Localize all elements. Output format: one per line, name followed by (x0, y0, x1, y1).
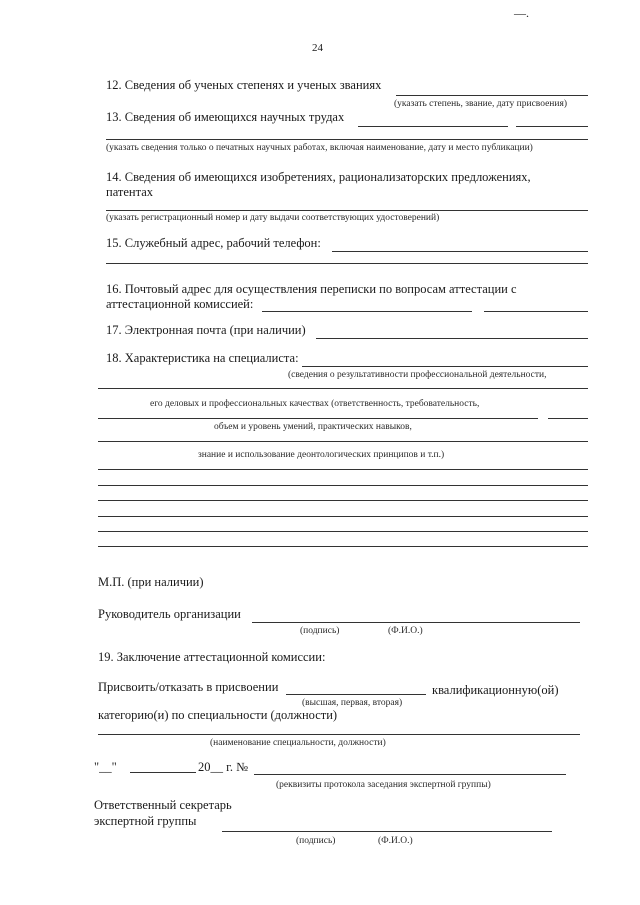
item-15-field-a[interactable] (332, 251, 588, 252)
item-14-label-line1: 14. Сведения об имеющихся изобретениях, рационализаторских предложениях, (106, 170, 531, 184)
assign-suffix: квалификационную(ой) (432, 683, 559, 697)
protocol-hint: (реквизиты протокола заседания экспертной группы) (276, 780, 491, 790)
item-15-field-b[interactable] (106, 263, 588, 264)
assign-prefix: Присвоить/отказать в присвоении (98, 680, 279, 694)
secretary-signature-field[interactable] (222, 831, 552, 832)
conclusion-title: 19. Заключение аттестационной комиссии: (98, 650, 326, 664)
item-18-hint-2: его деловых и профессиональных качествах (ответственность, требовательность, (150, 399, 480, 409)
item-18-field-5[interactable] (98, 469, 588, 470)
item-16-field-b[interactable] (484, 311, 588, 312)
item-12-hint: (указать степень, звание, дату присвоения) (394, 99, 567, 109)
item-18-label: 18. Характеристика на специалиста: (106, 351, 299, 365)
item-17-label: 17. Электронная почта (при наличии) (106, 323, 306, 337)
item-13-field-b[interactable] (516, 126, 588, 127)
item-12-field[interactable] (396, 95, 588, 96)
item-13-field-a[interactable] (358, 126, 508, 127)
specialty-hint: (наименование специальности, должности) (210, 738, 386, 748)
page-number: 24 (312, 42, 323, 54)
secretary-name-hint: (Ф.И.О.) (378, 836, 413, 846)
item-18-field-2[interactable] (98, 388, 588, 389)
secretary-label-line2: экспертной группы (94, 814, 197, 828)
head-of-org-name-hint: (Ф.И.О.) (388, 626, 423, 636)
item-13-hint: (указать сведения только о печатных научных работах, включая наименование, дату и место публикации) (106, 143, 533, 153)
head-of-org-sign-hint: (подпись) (300, 626, 340, 636)
secretary-sign-hint: (подпись) (296, 836, 336, 846)
item-18-field-1[interactable] (302, 366, 588, 367)
item-16-field-a[interactable] (262, 311, 472, 312)
secretary-label-line1: Ответственный секретарь (94, 798, 232, 812)
date-month-field[interactable] (130, 772, 196, 773)
head-of-org-signature-field[interactable] (252, 622, 580, 623)
item-18-field-3a[interactable] (98, 418, 538, 419)
specialty-label: категорию(и) по специальности (должности) (98, 708, 338, 722)
item-16-label-line1: 16. Почтовый адрес для осуществления переписки по вопросам аттестации с (106, 282, 517, 296)
item-18-field-8[interactable] (98, 516, 588, 517)
item-15-label: 15. Служебный адрес, рабочий телефон: (106, 236, 321, 250)
specialty-field[interactable] (98, 734, 580, 735)
stamp-label: М.П. (при наличии) (98, 575, 204, 589)
protocol-field[interactable] (254, 774, 566, 775)
item-18-hint-1: (сведения о результативности профессиональной деятельности, (288, 370, 547, 380)
item-18-field-4[interactable] (98, 441, 588, 442)
item-14-hint: (указать регистрационный номер и дату выдачи соответствующих удостоверений) (106, 213, 440, 223)
item-18-field-7[interactable] (98, 500, 588, 501)
item-18-hint-3: объем и уровень умений, практических навыков, (214, 422, 412, 432)
category-hint: (высшая, первая, вторая) (302, 698, 403, 708)
item-18-field-6[interactable] (98, 485, 588, 486)
item-18-field-9[interactable] (98, 531, 588, 532)
item-14-field[interactable] (106, 210, 588, 211)
date-day: "__" (94, 760, 117, 774)
item-16-label-line2: аттестационной комиссией: (106, 297, 254, 311)
item-18-field-3b[interactable] (548, 418, 588, 419)
item-13-field-c[interactable] (106, 139, 588, 140)
date-year-number: 20__ г. № (198, 760, 249, 774)
head-of-org-label: Руководитель организации (98, 607, 241, 621)
corner-mark: —. (514, 6, 529, 20)
item-18-hint-4: знание и использование деонтологических принципов и т.п.) (198, 450, 445, 460)
item-14-label-line2: патентах (106, 185, 154, 199)
item-17-field[interactable] (316, 338, 588, 339)
item-13-label: 13. Сведения об имеющихся научных трудах (106, 110, 345, 124)
item-12-label: 12. Сведения об ученых степенях и ученых званиях (106, 78, 382, 92)
item-18-field-10[interactable] (98, 546, 588, 547)
category-field[interactable] (286, 694, 426, 695)
